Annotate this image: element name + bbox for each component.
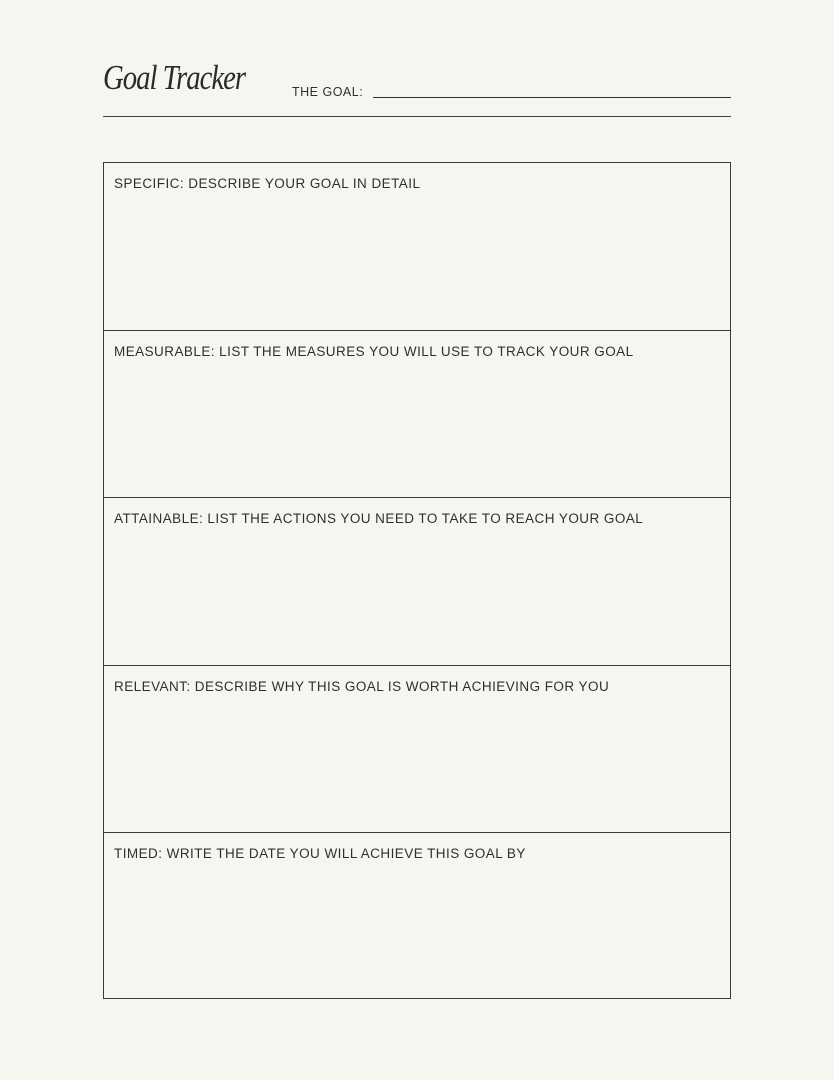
goal-write-line[interactable] <box>373 97 731 98</box>
specific-section-label: SPECIFIC: DESCRIBE YOUR GOAL IN DETAIL <box>114 176 421 191</box>
header-divider <box>103 116 731 117</box>
goal-label: THE GOAL: <box>292 85 364 99</box>
measurable-section[interactable] <box>104 330 730 497</box>
relevant-section[interactable] <box>104 665 730 832</box>
page-title: Goal Tracker <box>103 58 246 97</box>
timed-section[interactable] <box>104 832 730 997</box>
timed-section-label: TIMED: WRITE THE DATE YOU WILL ACHIEVE THIS GOAL BY <box>114 846 526 861</box>
relevant-section-label: RELEVANT: DESCRIBE WHY THIS GOAL IS WORTH ACHIEVING FOR YOU <box>114 679 610 694</box>
attainable-section[interactable] <box>104 497 730 665</box>
smart-goal-grid <box>103 162 731 999</box>
specific-section[interactable] <box>104 163 730 330</box>
attainable-section-label: ATTAINABLE: LIST THE ACTIONS YOU NEED TO TAKE TO REACH YOUR GOAL <box>114 511 644 526</box>
measurable-section-label: MEASURABLE: LIST THE MEASURES YOU WILL USE TO TRACK YOUR GOAL <box>114 344 634 359</box>
